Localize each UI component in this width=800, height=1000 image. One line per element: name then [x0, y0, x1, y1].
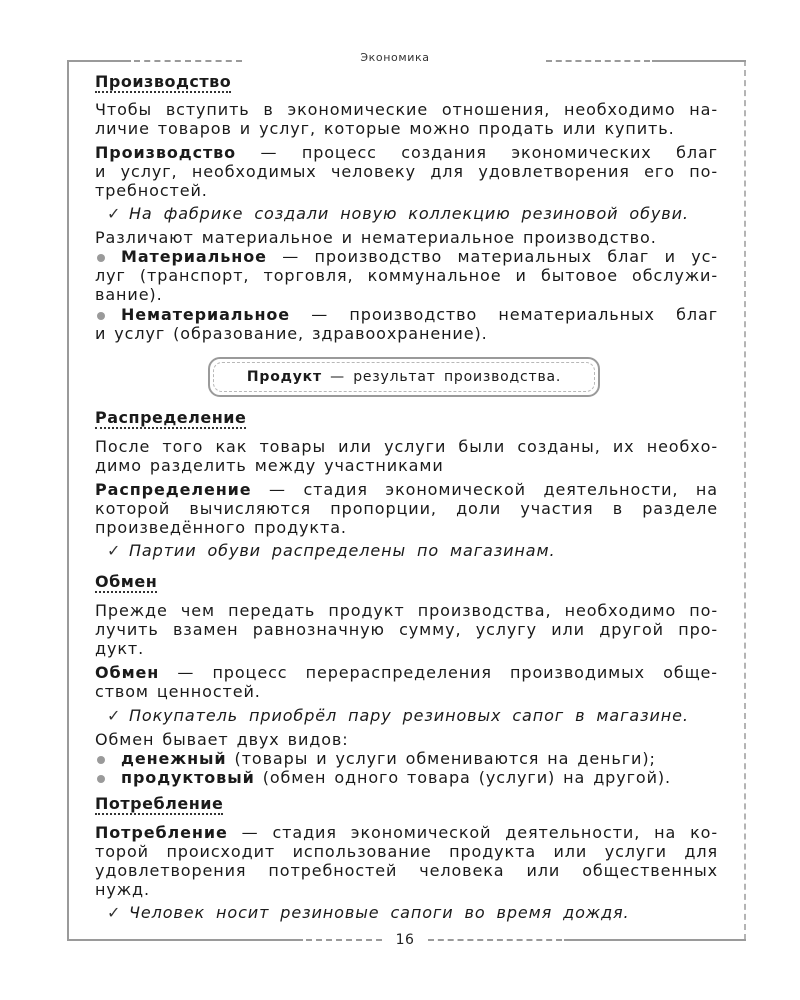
- production-example: [95, 204, 718, 223]
- exchange-types-list: [95, 749, 718, 787]
- consumption-example: [95, 903, 718, 922]
- section-heading-production: Производство: [95, 72, 232, 91]
- list-item-text: — производство нематериальных благ: [311, 305, 718, 324]
- definition-text: — процесс создания экономических благ: [260, 143, 718, 162]
- frame-top-line: [652, 60, 746, 62]
- nonmaterial-production-item: [95, 305, 718, 343]
- callout-text: [210, 359, 598, 395]
- frame-bottom-dashes: [306, 939, 382, 941]
- definition-text: — процесс перераспределения производимых обще-: [177, 663, 718, 682]
- bullet-icon: [97, 312, 105, 320]
- production-types-intro: [95, 228, 718, 247]
- definition-line: требностей.: [95, 181, 208, 200]
- list-item-line: и услуг (образование, здравоохранение).: [95, 324, 488, 343]
- check-icon: [107, 204, 121, 223]
- paragraph-line: Обмен бывает двух видов:: [95, 730, 349, 749]
- list-item-line: [95, 305, 718, 324]
- paragraph-line: После того как товары или услуги были созданы, их необхо-: [95, 437, 718, 456]
- bullet-icon: [97, 775, 105, 783]
- product-definition-box: [208, 357, 600, 397]
- example-text: Покупатель приобрёл пару резиновых сапог в магазине.: [129, 706, 689, 725]
- frame-top-dashes: [546, 60, 650, 62]
- frame-top-line: [67, 60, 131, 62]
- list-item-term: продуктовый: [121, 768, 255, 787]
- definition-line: торой происходит использование продукта или услуги для: [95, 842, 718, 861]
- paragraph-line: Различают материальное и нематериальное производство.: [95, 228, 657, 247]
- distribution-example: [95, 541, 718, 560]
- definition-term: Распределение: [95, 480, 252, 499]
- consumption-definition: [95, 823, 718, 899]
- list-item: [95, 768, 718, 787]
- check-icon: [107, 706, 121, 725]
- paragraph-line: лучить взамен равнозначную сумму, услугу или другой про-: [95, 620, 718, 639]
- definition-text: — стадия экономической деятельности, на: [269, 480, 718, 499]
- definition-line: произведённого продукта.: [95, 518, 347, 537]
- check-icon: [107, 903, 121, 922]
- exchange-types-intro: [95, 730, 718, 749]
- list-item-text: — производство материальных благ и ус-: [282, 247, 718, 266]
- list-item-line: [95, 247, 718, 266]
- list-item: [95, 749, 718, 768]
- list-item-text: (товары и услуги обмениваются на деньги);: [234, 749, 656, 768]
- list-item-term: денежный: [121, 749, 227, 768]
- bullet-icon: [97, 756, 105, 764]
- definition-line: удовлетворения потребностей человека или общественных: [95, 861, 718, 880]
- definition-line: которой вычисляются пропорции, доли участия в разделе: [95, 499, 718, 518]
- list-item-line: луг (транспорт, торговля, коммунальное и бытовое обслужи-: [95, 266, 718, 285]
- list-item-text: (обмен одного товара (услуги) на другой).: [262, 768, 672, 787]
- frame-bottom-line: [564, 939, 746, 941]
- material-production-item: [95, 247, 718, 304]
- exchange-example: [95, 706, 718, 725]
- definition-line: нужд.: [95, 880, 150, 899]
- definition-line: [95, 663, 718, 682]
- frame-left-line: [67, 60, 69, 940]
- definition-line: и услуг, необходимых человеку для удовлетворения его по-: [95, 162, 718, 181]
- definition-term: Обмен: [95, 663, 160, 682]
- paragraph-line: личие товаров и услуг, которые можно продать или купить.: [95, 119, 675, 138]
- paragraph-line: Чтобы вступить в экономические отношения, необходимо на-: [95, 100, 718, 119]
- paragraph-line: Прежде чем передать продукт производства, необходимо по-: [95, 601, 718, 620]
- production-definition: [95, 143, 718, 200]
- check-icon: [107, 541, 121, 560]
- definition-text: — стадия экономической деятельности, на ко-: [241, 823, 718, 842]
- exchange-intro: [95, 601, 718, 658]
- section-heading-consumption: Потребление: [95, 794, 224, 813]
- definition-line: ством ценностей.: [95, 682, 261, 701]
- page-number: 16: [395, 932, 415, 948]
- frame-bottom-line: [67, 939, 303, 941]
- frame-top-dashes: [134, 60, 242, 62]
- distribution-intro: [95, 437, 718, 475]
- bullet-icon: [97, 254, 105, 262]
- frame-bottom-dashes: [428, 939, 562, 941]
- example-text: На фабрике создали новую коллекцию резиновой обуви.: [129, 204, 689, 223]
- running-title: Экономика: [360, 51, 430, 64]
- paragraph-line: дукт.: [95, 639, 145, 658]
- example-text: Партии обуви распределены по магазинам.: [129, 541, 556, 560]
- frame-right-line: [744, 60, 746, 940]
- definition-term: Производство: [95, 143, 237, 162]
- definition-term: Потребление: [95, 823, 228, 842]
- definition-line: [95, 480, 718, 499]
- definition-line: [95, 823, 718, 842]
- list-item-term: Нематериальное: [121, 305, 291, 324]
- production-intro: [95, 100, 718, 138]
- definition-line: [95, 143, 718, 162]
- section-heading-exchange: Обмен: [95, 572, 158, 591]
- paragraph-line: димо разделить между участниками: [95, 456, 444, 475]
- list-item-term: Материальное: [121, 247, 267, 266]
- distribution-definition: [95, 480, 718, 537]
- exchange-definition: [95, 663, 718, 701]
- callout-term: Продукт: [246, 369, 322, 385]
- example-text: Человек носит резиновые сапоги во время дождя.: [129, 903, 630, 922]
- callout-definition: — результат производства.: [330, 369, 562, 385]
- list-item-line: вание).: [95, 285, 163, 304]
- section-heading-distribution: Распределение: [95, 408, 247, 427]
